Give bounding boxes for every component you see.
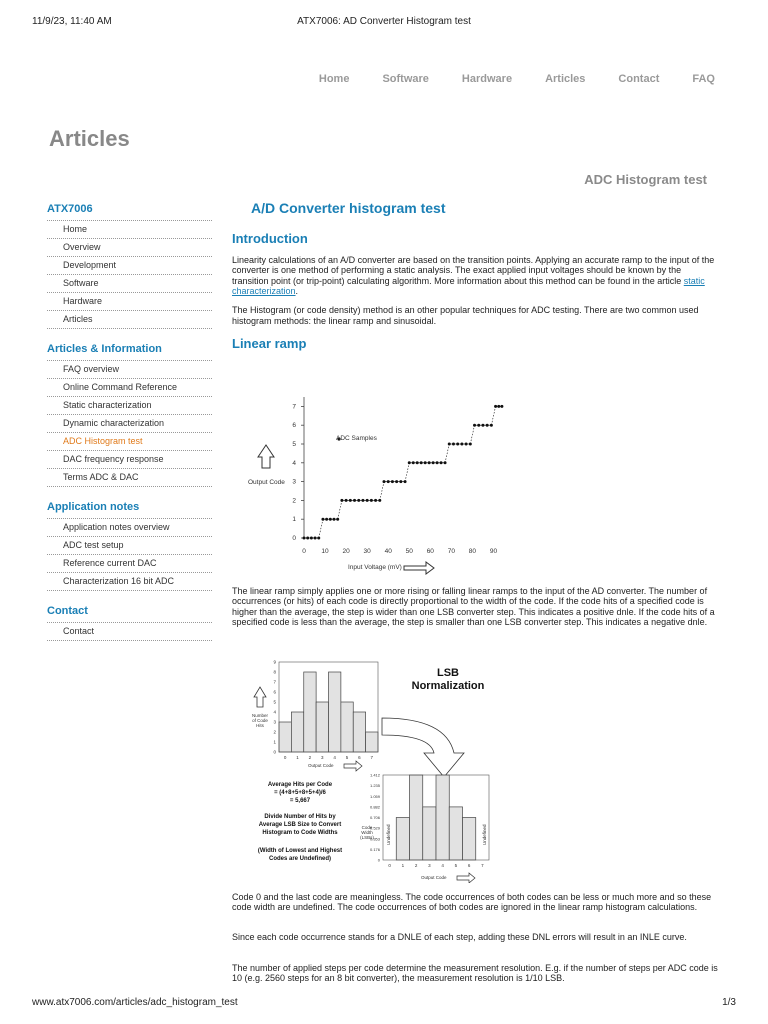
up-arrow-icon xyxy=(258,445,274,468)
hist-x-tick-label: 2 xyxy=(308,755,312,760)
sidebar-item-articles[interactable]: Articles xyxy=(47,311,212,329)
hist-bar xyxy=(329,672,341,752)
ramp-sample-point xyxy=(408,461,411,464)
ramp-y-tick-label: 6 xyxy=(292,422,296,430)
hist-y-tick-label: 2 xyxy=(273,729,276,735)
ramp-y-tick-label: 5 xyxy=(292,441,296,448)
ramp-sample-point xyxy=(387,480,390,483)
sidebar-item-dynamic[interactable]: Dynamic characterization xyxy=(47,415,212,433)
resolution-paragraph: The number of applied steps per code determine the measurement resolution. E.g. if the number of steps per ADC code is 10 (e.g. 2560 steps for an 8 bit converter), the measurement resolution is 1/10 LSB. xyxy=(232,963,718,984)
page-subject: ADC Histogram test xyxy=(584,172,707,187)
norm-bar xyxy=(463,818,476,861)
ramp-y-tick-label: 4 xyxy=(292,459,296,467)
sidebar-heading[interactable]: Application notes xyxy=(47,501,212,519)
print-title: ATX7006: AD Converter Histogram test xyxy=(297,16,471,27)
curved-arrow-icon xyxy=(382,718,464,777)
ramp-sample-point xyxy=(481,424,484,427)
avg-line-1: Average Hits per Code xyxy=(267,782,333,788)
nav-software[interactable]: Software xyxy=(382,73,429,85)
ramp-sample-point xyxy=(310,537,313,540)
article-title: A/D Converter histogram test xyxy=(251,200,446,216)
ramp-y-tick-label: 0 xyxy=(292,535,296,542)
divide-line-1: Divide Number of Hits by xyxy=(264,814,336,820)
intro-end: . xyxy=(295,286,299,297)
print-date: 11/9/23, 11:40 AM xyxy=(32,16,112,27)
hist-y-tick-label: 0 xyxy=(273,749,276,755)
ramp-x-tick-label: 0 xyxy=(302,548,306,555)
hist-bar xyxy=(316,702,328,752)
sidebar-group-appnotes xyxy=(47,501,212,591)
ramp-sample-point xyxy=(383,480,386,483)
hist-x-tick-label: 5 xyxy=(345,755,349,760)
ramp-sample-point xyxy=(494,405,497,408)
ramp-sample-point xyxy=(333,518,336,521)
ramp-sample-point xyxy=(399,480,402,483)
norm-bar xyxy=(436,775,449,860)
hist-ylabel-2: of Code xyxy=(252,718,268,723)
hist-xlabel: Output Code xyxy=(308,763,334,768)
undefined-left: Undefined xyxy=(386,824,391,845)
print-page-number: 1/3 xyxy=(722,997,736,1008)
norm-ylabel-1: Code xyxy=(361,825,373,830)
hist-bar xyxy=(291,712,303,752)
divide-line-3: Histogram to Code Widths xyxy=(262,830,338,836)
hist-bar xyxy=(366,732,378,752)
undef-line-1: (Width of Lowest and Highest xyxy=(257,848,343,854)
norm-x-tick-label: 2 xyxy=(414,863,418,868)
hist-y-tick-label: 1 xyxy=(273,739,276,745)
norm-y-tick-label: 0.176 xyxy=(369,846,380,852)
ramp-sample-point xyxy=(314,537,317,540)
norm-y-tick-label: 1.235 xyxy=(369,783,380,789)
ramp-sample-point xyxy=(357,499,360,502)
ramp-sample-point xyxy=(416,461,419,464)
ramp-axes xyxy=(292,397,497,555)
sidebar-item-adc-setup[interactable]: ADC test setup xyxy=(47,537,212,555)
hist-right-arrow-icon xyxy=(344,761,362,771)
static-characterization-link[interactable]: static characterization xyxy=(232,275,705,297)
ramp-transition-line xyxy=(491,406,495,425)
lsb-title-2: Normalization xyxy=(411,680,485,692)
norm-bar xyxy=(410,775,423,860)
top-navigation xyxy=(286,73,715,85)
ramp-sample-point xyxy=(436,461,439,464)
hist-bar xyxy=(341,702,353,752)
histogram-figure xyxy=(246,655,496,883)
ramp-sample-point xyxy=(361,499,364,502)
hist-x-tick-label: 6 xyxy=(358,755,361,760)
ramp-sample-point xyxy=(452,443,455,446)
ramp-sample-point xyxy=(497,405,500,408)
hist-y-tick-label: 7 xyxy=(273,679,276,685)
hist-bar xyxy=(353,712,365,752)
norm-y-tick-label: 0.529 xyxy=(369,825,380,831)
hist-y-tick-label: 9 xyxy=(273,659,276,665)
ramp-x-tick-label: 80 xyxy=(468,548,477,555)
sidebar xyxy=(47,203,212,655)
ramp-sample-point xyxy=(391,480,394,483)
hist-ylabel-3: Hits xyxy=(256,723,264,728)
ramp-ylabel: Output Code xyxy=(248,479,285,486)
ramp-sample-point xyxy=(353,499,356,502)
nav-home[interactable]: Home xyxy=(318,73,350,85)
intro-heading: Introduction xyxy=(232,231,308,247)
ramp-sample-point xyxy=(500,405,503,408)
ramp-transition-line xyxy=(380,482,384,501)
ramp-x-tick-label: 20 xyxy=(342,548,350,555)
sidebar-item-command-reference[interactable]: Online Command Reference xyxy=(47,379,212,397)
ramp-sample-point xyxy=(477,424,480,427)
ramp-y-tick-label: 2 xyxy=(292,497,296,505)
ramp-sample-point xyxy=(456,443,459,446)
sidebar-heading[interactable]: Articles & Information xyxy=(47,343,212,361)
sidebar-item-software[interactable]: Software xyxy=(47,275,212,293)
ramp-xlabel: Input Voltage (mV) xyxy=(348,564,402,571)
hist-y-tick-label: 8 xyxy=(273,669,276,675)
sidebar-item-16bit[interactable]: Characterization 16 bit ADC xyxy=(47,573,212,591)
hist-y-tick-label: 6 xyxy=(273,689,276,695)
ramp-sample-point xyxy=(340,499,343,502)
ramp-sample-point xyxy=(473,424,476,427)
norm-right-arrow-icon xyxy=(457,873,475,883)
norm-y-tick-label: 1.059 xyxy=(369,793,380,799)
ramp-sample-point xyxy=(329,518,332,521)
ramp-sample-point xyxy=(460,443,463,446)
norm-x-ticks xyxy=(388,863,484,868)
ramp-sample-point xyxy=(432,461,435,464)
norm-y-tick-label: 0.882 xyxy=(369,804,380,810)
intro-text: Linearity calculations of an A/D converter are based on the transition points. Applying an accurate ramp to the input of the converter is one method of performing a static analysis. The exact applied input voltages should be known by the transition point (or trip-point) calculating algorithm. More information about this method can be found in the article xyxy=(232,254,715,286)
ramp-x-tick-label: 50 xyxy=(405,548,413,555)
ramp-transition-line xyxy=(445,444,449,463)
sidebar-item-development[interactable]: Development xyxy=(47,257,212,275)
ramp-sample-point xyxy=(370,499,373,502)
norm-x-tick-label: 7 xyxy=(481,863,484,868)
norm-bar xyxy=(423,807,436,860)
ramp-sample-point xyxy=(321,518,324,521)
hist-bar xyxy=(279,722,291,752)
ramp-y-tick-label: 7 xyxy=(292,403,296,411)
ramp-y-tick-label: 1 xyxy=(292,516,296,524)
norm-bar xyxy=(449,807,462,860)
ramp-sample-point xyxy=(412,461,415,464)
ramp-transition-line xyxy=(470,425,474,444)
norm-x-tick-label: 0 xyxy=(388,863,391,868)
hist-ylabel-1: Number xyxy=(251,713,269,718)
sidebar-item-dac-frequency[interactable]: DAC frequency response xyxy=(47,451,212,469)
hist-y-tick-label: 5 xyxy=(273,699,276,705)
hist-y-ticks xyxy=(273,660,276,755)
ramp-x-tick-label: 40 xyxy=(384,548,392,555)
ramp-sample-point xyxy=(306,537,309,540)
norm-bars xyxy=(396,775,476,860)
inle-paragraph: Since each code occurrence stands for a DNLE of each step, adding these DNL errors will result in an INLE curve. xyxy=(232,932,687,942)
sidebar-group-articles xyxy=(47,343,212,487)
ramp-x-tick-label: 30 xyxy=(363,548,371,555)
nav-hardware[interactable]: Hardware xyxy=(461,73,513,85)
ramp-x-tick-label: 70 xyxy=(447,548,455,555)
norm-y-tick-label: 0.706 xyxy=(369,815,380,820)
ramp-sample-point xyxy=(424,461,427,464)
ramp-sample-point xyxy=(420,461,423,464)
sidebar-item-reference-dac[interactable]: Reference current DAC xyxy=(47,555,212,573)
sidebar-heading[interactable]: ATX7006 xyxy=(47,203,212,221)
norm-ylabel-3: (LSBs) xyxy=(360,835,374,840)
ramp-sample-point xyxy=(395,480,398,483)
intro-paragraph-1 xyxy=(232,255,720,297)
sidebar-heading[interactable]: Contact xyxy=(47,605,212,623)
lsb-title-1: LSB xyxy=(437,667,459,679)
sidebar-item-overview[interactable]: Overview xyxy=(47,239,212,257)
ramp-sample-point xyxy=(448,443,451,446)
nav-faq[interactable]: FAQ xyxy=(692,73,715,85)
norm-x-tick-label: 5 xyxy=(454,863,458,868)
ramp-legend: ADC Samples xyxy=(336,435,377,442)
nav-contact[interactable]: Contact xyxy=(618,73,660,85)
linear-ramp-heading: Linear ramp xyxy=(232,336,307,352)
ramp-y-tick-label: 3 xyxy=(292,478,296,486)
norm-y-tick-label: 0.353 xyxy=(369,836,380,842)
ramp-x-tick-label: 10 xyxy=(321,548,329,555)
hist-y-tick-label: 3 xyxy=(273,719,276,725)
hist-x-tick-label: 7 xyxy=(370,755,374,760)
ramp-points xyxy=(303,405,504,540)
sidebar-item-hardware[interactable]: Hardware xyxy=(47,293,212,311)
ramp-sample-point xyxy=(486,424,489,427)
ramp-paragraph: The linear ramp simply applies one or more rising or falling linear ramps to the input of the AD converter. The number of occurrences (or hits) of each code is directly proportional to the width of the code. If the code hits of a specified code is higher than the average, the step is wider than one LSB converter step. This indicates a positive dnle. If the code hits of a specified code is less than the average, the step is smaller than one LSB converter step. This indicates a negative dnle. xyxy=(232,586,715,628)
hist-x-tick-label: 0 xyxy=(283,755,287,760)
undefined-right: Undefined xyxy=(482,824,487,845)
ramp-x-tick-label: 60 xyxy=(426,548,434,555)
hist-x-tick-label: 4 xyxy=(333,755,336,760)
norm-x-tick-label: 4 xyxy=(441,863,444,868)
ramp-transition-line xyxy=(405,463,409,482)
ramp-sample-point xyxy=(303,537,306,540)
right-arrow-icon xyxy=(404,562,434,574)
hist-bars xyxy=(279,672,378,752)
hist-x-ticks xyxy=(284,755,374,760)
ramp-sample-point xyxy=(440,461,443,464)
hist-bar xyxy=(304,672,316,752)
hist-x-tick-label: 1 xyxy=(296,755,299,760)
intro-paragraph-2: The Histogram (or code density) method is an other popular techniques for ADC testing. There are two common used histogram methods: the linear ramp and sinusoidal. xyxy=(232,305,699,326)
print-header xyxy=(32,16,736,30)
avg-line-2: = (4+8+5+8+5+4)/6 xyxy=(274,790,326,796)
linear-ramp-chart xyxy=(246,387,516,580)
norm-x-tick-label: 3 xyxy=(428,863,431,868)
nav-articles[interactable]: Articles xyxy=(545,73,586,85)
avg-line-3: = 5,667 xyxy=(289,798,311,804)
sidebar-item-appnotes-overview[interactable]: Application notes overview xyxy=(47,519,212,537)
hist-x-tick-label: 3 xyxy=(321,755,324,760)
ramp-sample-point xyxy=(345,499,348,502)
norm-bar xyxy=(396,818,409,861)
sidebar-item-contact[interactable]: Contact xyxy=(47,623,212,641)
print-url: www.atx7006.com/articles/adc_histogram_test xyxy=(32,997,238,1008)
hist-y-tick-label: 4 xyxy=(273,709,276,715)
norm-y-tick-label: 1.412 xyxy=(369,772,380,778)
ramp-sample-point xyxy=(325,518,328,521)
sidebar-group-contact xyxy=(47,605,212,641)
sidebar-item-histogram-active[interactable]: ADC Histogram test xyxy=(47,433,212,451)
ramp-sample-point xyxy=(349,499,352,502)
norm-xlabel: Output Code xyxy=(421,875,447,880)
norm-x-tick-label: 1 xyxy=(401,863,405,868)
norm-x-tick-label: 6 xyxy=(467,863,471,868)
sidebar-item-terms[interactable]: Terms ADC & DAC xyxy=(47,469,212,487)
norm-ylabel-2: Width xyxy=(361,830,373,835)
ramp-sample-point xyxy=(366,499,369,502)
norm-y-ticks xyxy=(370,773,381,863)
sidebar-item-faq[interactable]: FAQ overview xyxy=(47,361,212,379)
hist-up-arrow-icon xyxy=(254,687,266,707)
ramp-x-tick-label: 90 xyxy=(489,548,498,555)
ramp-sample-point xyxy=(465,443,468,446)
norm-y-tick-label: 0 xyxy=(377,857,380,863)
sidebar-item-static[interactable]: Static characterization xyxy=(47,397,212,415)
sidebar-item-home[interactable]: Home xyxy=(47,221,212,239)
ramp-sample-point xyxy=(374,499,377,502)
code0-paragraph: Code 0 and the last code are meaningless. The code occurrences of both codes can be less or much more and so these code width are undefined. The code occurrences of both codes are ignored in the linear ramp histogram calculations. xyxy=(232,892,712,913)
ramp-transition-line xyxy=(338,500,342,519)
ramp-transition-line xyxy=(319,519,323,538)
ramp-sample-point xyxy=(428,461,431,464)
divide-line-2: Average LSB Size to Convert xyxy=(258,822,342,828)
undef-line-2: Codes are Undefined) xyxy=(268,856,332,862)
page-heading: Articles xyxy=(49,126,130,151)
sidebar-group-atx7006 xyxy=(47,203,212,329)
